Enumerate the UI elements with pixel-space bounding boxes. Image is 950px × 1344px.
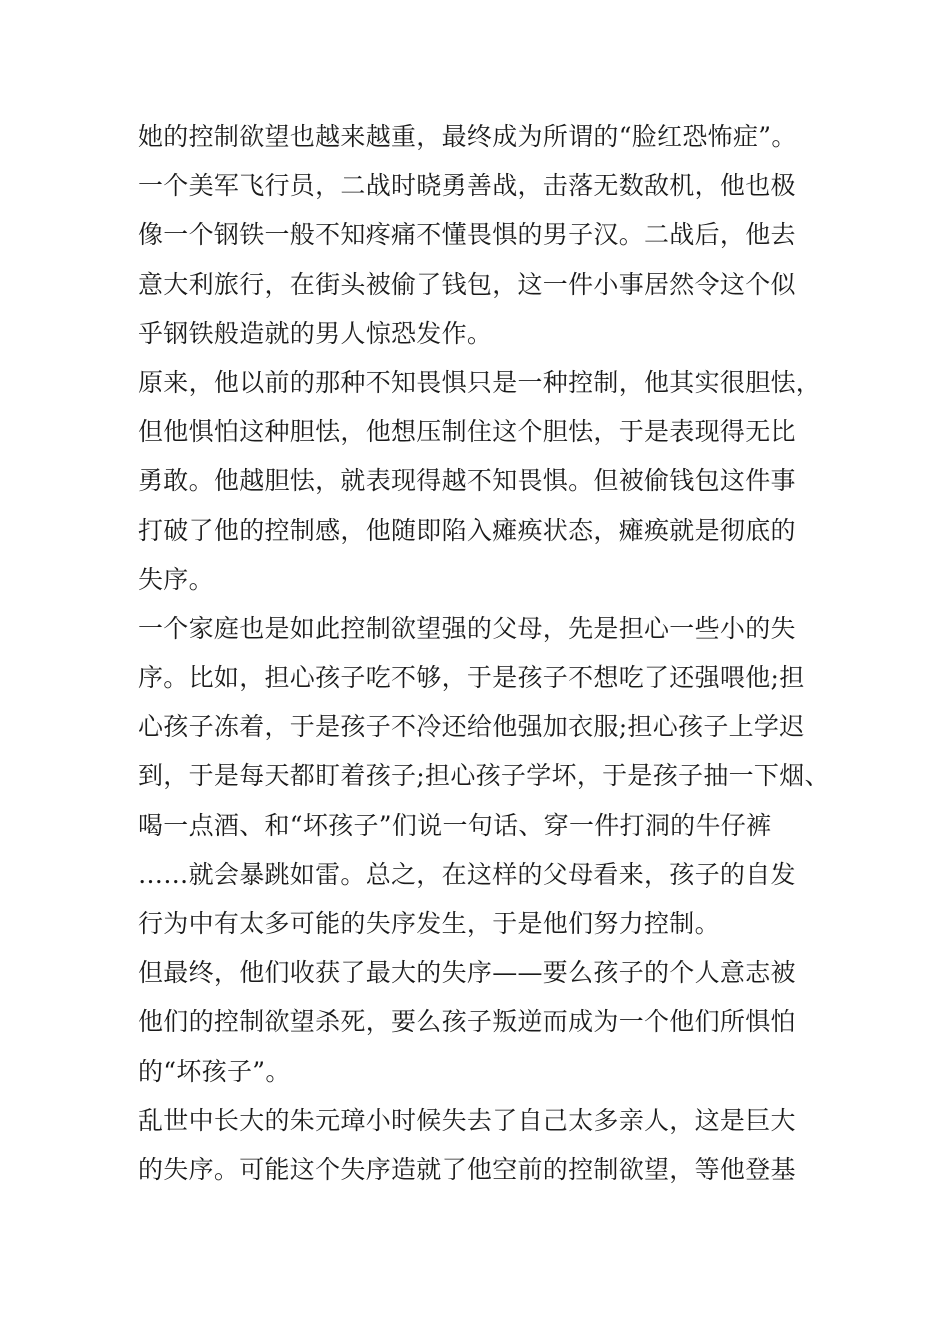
text-line: 但他惧怕这种胆怯，他想压制住这个胆怯，于是表现得无比	[138, 417, 796, 447]
text-line: 他们的控制欲望杀死，要么孩子叛逆而成为一个他们所惧怕	[138, 1007, 796, 1037]
text-line: 一个家庭也是如此控制欲望强的父母，先是担心一些小的失	[138, 613, 796, 643]
text-line: 她的控制欲望也越来越重，最终成为所谓的“脸红恐怖症”。	[138, 122, 797, 151]
body-text	[138, 112, 838, 1194]
text-line: 序。比如，担心孩子吃不够，于是孩子不想吃了还强喂他;担	[138, 663, 805, 693]
text-line: 原来，他以前的那种不知畏惧只是一种控制，他其实很胆怯，	[138, 367, 822, 397]
text-line: 一个美军飞行员，二战时晓勇善战，击落无数敌机，他也极	[138, 171, 796, 201]
text-line: 乱世中长大的朱元璋小时候失去了自己太多亲人，这是巨大	[138, 1105, 796, 1135]
text-line: 意大利旅行，在街头被偷了钱包，这一件小事居然令这个似	[138, 269, 796, 299]
text-line: ……就会暴跳如雷。总之，在这样的父母看来，孩子的自发	[138, 859, 796, 889]
text-line: 行为中有太多可能的失序发生，于是他们努力控制。	[138, 909, 720, 938]
text-line: 的“坏孩子”。	[138, 1056, 291, 1086]
text-line: 打破了他的控制感，他随即陷入瘫痪状态，瘫痪就是彻底的	[138, 515, 796, 545]
text-line: 但最终，他们收获了最大的失序——要么孩子的个人意志被	[138, 958, 796, 988]
text-line: 心孩子冻着，于是孩子不冷还给他强加衣服;担心孩子上学迟	[138, 712, 805, 742]
text-line: 勇敢。他越胆怯，就表现得越不知畏惧。但被偷钱包这件事	[138, 466, 796, 496]
text-line: 的失序。可能这个失序造就了他空前的控制欲望，等他登基	[138, 1154, 796, 1184]
text-line: 喝一点酒、和“坏孩子”们说一句话、穿一件打洞的牛仔裤	[138, 810, 772, 840]
text-line: 像一个钢铁一般不知疼痛不懂畏惧的男子汉。二战后，他去	[138, 220, 796, 250]
text-line: 到，于是每天都盯着孩子;担心孩子学坏，于是孩子抽一下烟、	[138, 761, 830, 791]
text-line: 乎钢铁般造就的男人惊恐发作。	[138, 318, 493, 348]
text-line: 失序。	[138, 564, 214, 594]
